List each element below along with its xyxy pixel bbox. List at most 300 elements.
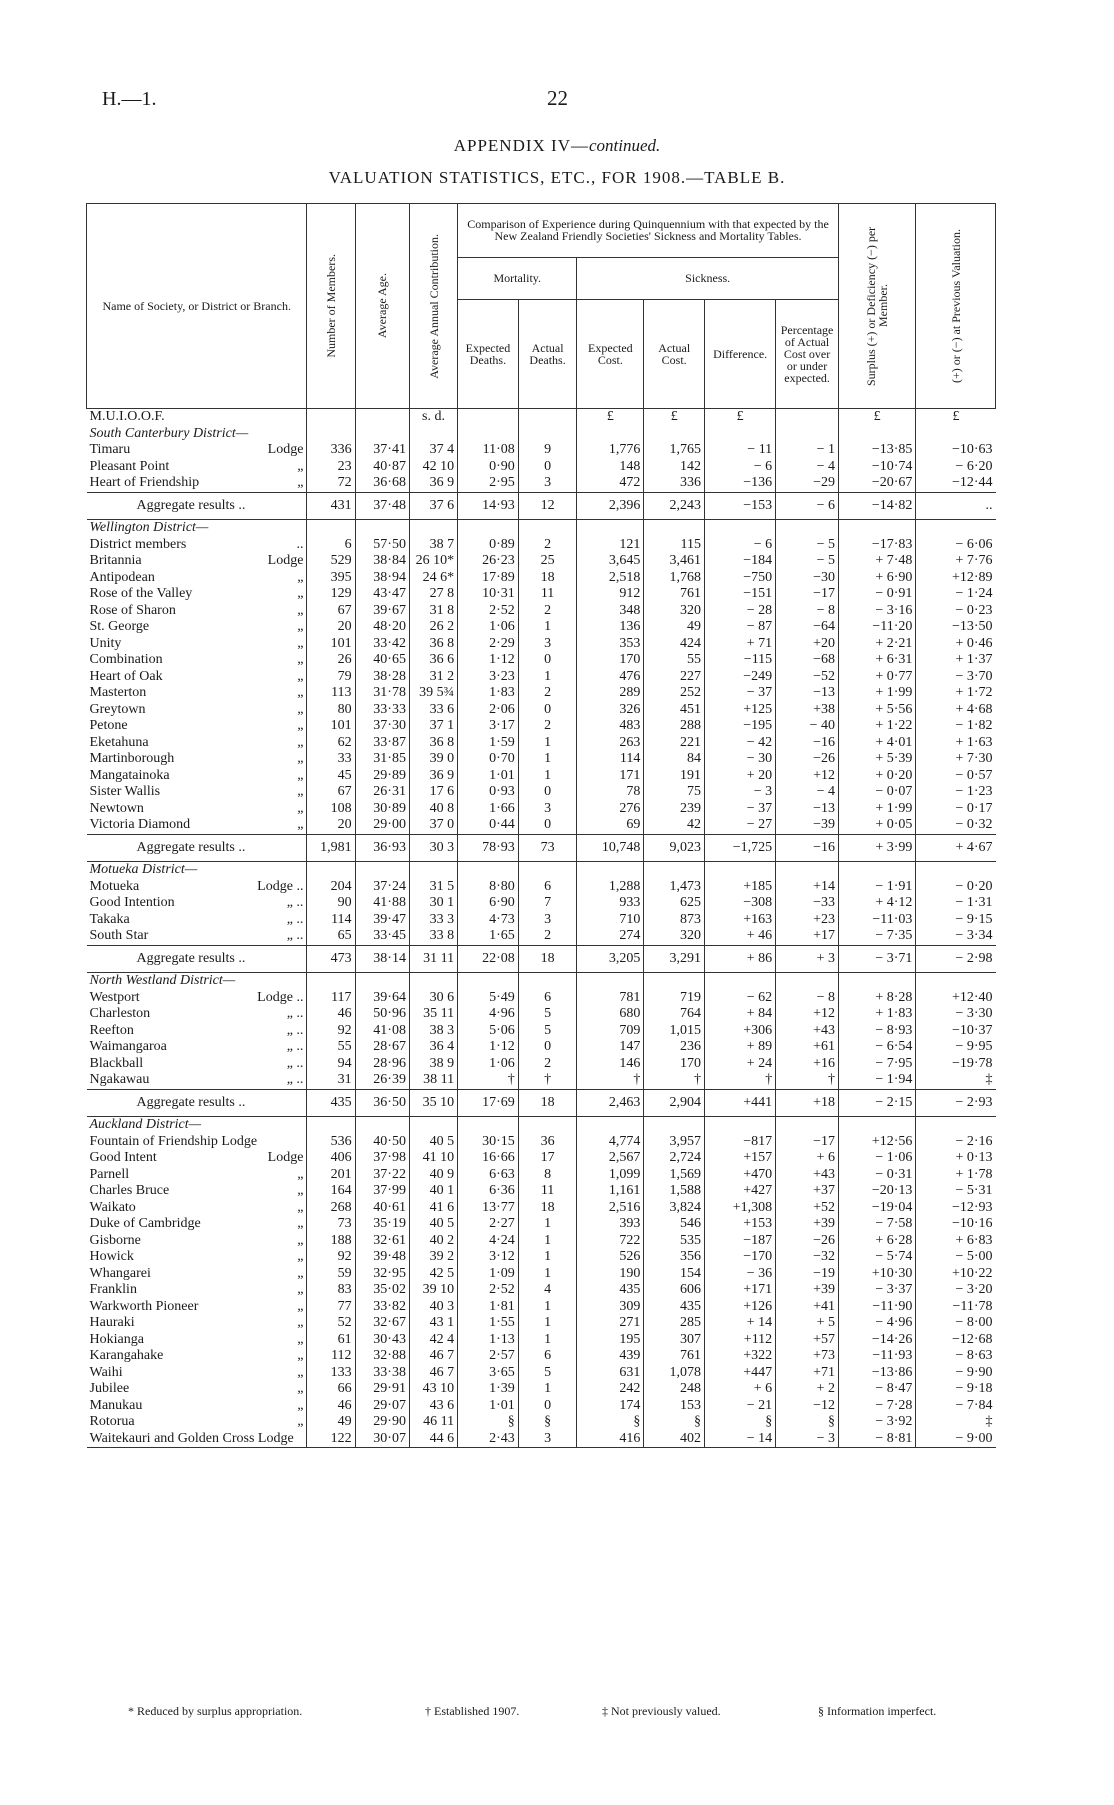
cell-value: 1 bbox=[518, 1315, 577, 1332]
cell-value: 30·15 bbox=[458, 1134, 519, 1151]
branch-label: Britannia bbox=[89, 553, 142, 568]
aggregate-value: 38·14 bbox=[355, 945, 409, 973]
cell-value: 0·93 bbox=[458, 784, 519, 801]
cell-value: 1 bbox=[518, 1266, 577, 1283]
cell-value: −817 bbox=[705, 1134, 776, 1151]
aggregate-value: − 2·98 bbox=[916, 945, 996, 973]
cell-value: − 0·20 bbox=[916, 879, 996, 896]
cell-value: −13·85 bbox=[838, 442, 915, 459]
cell-value: 35·19 bbox=[355, 1216, 409, 1233]
cell-value: + 7·48 bbox=[838, 553, 915, 570]
cell-value: 1,161 bbox=[577, 1183, 644, 1200]
cell-value: 2 bbox=[518, 1056, 577, 1073]
branch-label: Gisborne bbox=[89, 1232, 141, 1248]
cell-value: −26 bbox=[776, 1233, 839, 1250]
aggregate-label: Aggregate results .. bbox=[87, 492, 307, 520]
district-heading: Wellington District— bbox=[89, 520, 209, 535]
cell-value: § bbox=[577, 1414, 644, 1431]
cell-value: 356 bbox=[644, 1249, 705, 1266]
cell-value: 38·28 bbox=[355, 669, 409, 686]
cell-value: 46 7 bbox=[409, 1365, 457, 1382]
cell-value: 39·48 bbox=[355, 1249, 409, 1266]
cell-value: 37 0 bbox=[409, 817, 457, 834]
branch-type: „ .. bbox=[286, 928, 304, 943]
branch-type: „ bbox=[297, 635, 304, 651]
cell-value: 3 bbox=[518, 475, 577, 492]
cell-value: 72 bbox=[307, 475, 355, 492]
footnote-established: † Established 1907. bbox=[425, 1704, 520, 1718]
cell-value: 1·13 bbox=[458, 1332, 519, 1349]
table-row bbox=[87, 718, 996, 735]
cell-value: +126 bbox=[705, 1299, 776, 1316]
aggregate-value: 2,904 bbox=[644, 1089, 705, 1117]
aggregate-row bbox=[87, 945, 996, 973]
cell-value: + 71 bbox=[705, 636, 776, 653]
cell-value: − 8·93 bbox=[838, 1023, 915, 1040]
branch-name bbox=[87, 459, 307, 476]
cell-value: +61 bbox=[776, 1039, 839, 1056]
cell-value: 31·85 bbox=[355, 751, 409, 768]
branch-label: Timaru bbox=[89, 442, 131, 457]
branch-label: Waimangaroa bbox=[89, 1039, 167, 1054]
cell-value: 67 bbox=[307, 784, 355, 801]
cell-value: −10·63 bbox=[916, 442, 996, 459]
aggregate-value: 3,205 bbox=[577, 945, 644, 973]
appendix-title-main: APPENDIX IV— bbox=[453, 136, 589, 155]
cell-value: − 7·35 bbox=[838, 928, 915, 945]
cell-value: 1,776 bbox=[577, 442, 644, 459]
aggregate-value: 431 bbox=[307, 492, 355, 520]
branch-name bbox=[87, 768, 307, 785]
branch-type: „ bbox=[297, 701, 304, 717]
branch-type: „ bbox=[297, 817, 304, 832]
cell-value: 320 bbox=[644, 928, 705, 945]
cell-value: + 46 bbox=[705, 928, 776, 945]
table-row bbox=[87, 912, 996, 929]
branch-type: „ bbox=[297, 586, 304, 601]
aggregate-label: Aggregate results .. bbox=[87, 1089, 307, 1117]
cell-value: + 6·83 bbox=[916, 1233, 996, 1250]
cell-value: +12 bbox=[776, 1006, 839, 1023]
cell-value: 37·22 bbox=[355, 1167, 409, 1184]
aggregate-value: + 3·99 bbox=[838, 834, 915, 862]
cell-value: 2 bbox=[518, 603, 577, 620]
table-row bbox=[87, 1216, 996, 1233]
cell-value: 46 7 bbox=[409, 1348, 457, 1365]
cell-value: 101 bbox=[307, 636, 355, 653]
cell-value: 67 bbox=[307, 603, 355, 620]
cell-value: 472 bbox=[577, 475, 644, 492]
branch-name bbox=[87, 442, 307, 459]
branch-type: „ bbox=[297, 569, 304, 585]
cell-value: 285 bbox=[644, 1315, 705, 1332]
cell-value: −136 bbox=[705, 475, 776, 492]
cell-value: 153 bbox=[644, 1398, 705, 1415]
cell-value: 69 bbox=[577, 817, 644, 834]
branch-type: „ .. bbox=[286, 1039, 304, 1054]
cell-value: −14·26 bbox=[838, 1332, 915, 1349]
cell-value: − 14 bbox=[705, 1431, 776, 1448]
table-row bbox=[87, 553, 996, 570]
cell-value: 2·29 bbox=[458, 636, 519, 653]
cell-value: 41·88 bbox=[355, 895, 409, 912]
cell-value: 33·45 bbox=[355, 928, 409, 945]
cell-value: +17 bbox=[776, 928, 839, 945]
branch-type: „ bbox=[297, 1183, 304, 1198]
cell-value: 92 bbox=[307, 1249, 355, 1266]
cell-value: 6·63 bbox=[458, 1167, 519, 1184]
cell-value: 30 6 bbox=[409, 990, 457, 1007]
cell-value: + 5·39 bbox=[838, 751, 915, 768]
cell-value: 402 bbox=[644, 1431, 705, 1448]
cell-value: 529 bbox=[307, 553, 355, 570]
cell-value: −13 bbox=[776, 801, 839, 818]
cell-value: +185 bbox=[705, 879, 776, 896]
cell-value: − 1·82 bbox=[916, 718, 996, 735]
cell-value: ‡ bbox=[916, 1414, 996, 1431]
cell-value: 1 bbox=[518, 1233, 577, 1250]
cell-value: 114 bbox=[307, 912, 355, 929]
cell-value: 201 bbox=[307, 1167, 355, 1184]
aggregate-value: 18 bbox=[518, 1089, 577, 1117]
branch-type: „ bbox=[297, 751, 304, 766]
cell-value: + 89 bbox=[705, 1039, 776, 1056]
branch-type: „ .. bbox=[286, 1022, 304, 1038]
branch-label: Takaka bbox=[89, 911, 130, 927]
cell-value: − 0·31 bbox=[838, 1167, 915, 1184]
cell-value: 26·39 bbox=[355, 1072, 409, 1089]
aggregate-value: −16 bbox=[776, 834, 839, 862]
cell-value: +12·40 bbox=[916, 990, 996, 1007]
cell-value: − 9·90 bbox=[916, 1365, 996, 1382]
table-row bbox=[87, 1398, 996, 1415]
table-row bbox=[87, 1200, 996, 1217]
cell-value: § bbox=[644, 1414, 705, 1431]
cell-value: 136 bbox=[577, 619, 644, 636]
cell-value: 33·33 bbox=[355, 702, 409, 719]
cell-value: 227 bbox=[644, 669, 705, 686]
cell-value: 32·61 bbox=[355, 1233, 409, 1250]
branch-name bbox=[87, 1414, 307, 1431]
branch-label: Waikato bbox=[89, 1199, 136, 1215]
district-heading: Auckland District— bbox=[89, 1117, 202, 1132]
cell-value: 709 bbox=[577, 1023, 644, 1040]
cell-value: 46 bbox=[307, 1398, 355, 1415]
cell-value: 31 2 bbox=[409, 669, 457, 686]
cell-value: −32 bbox=[776, 1249, 839, 1266]
cell-value: 1 bbox=[518, 735, 577, 752]
aggregate-value: 73 bbox=[518, 834, 577, 862]
table-row bbox=[87, 669, 996, 686]
cell-value: −151 bbox=[705, 586, 776, 603]
branch-type: „ bbox=[297, 767, 304, 783]
cell-value: 1,473 bbox=[644, 879, 705, 896]
cell-value: − 6 bbox=[705, 537, 776, 554]
cell-value: + 6·90 bbox=[838, 570, 915, 587]
aggregate-value: 14·93 bbox=[458, 492, 519, 520]
branch-name bbox=[87, 1006, 307, 1023]
cell-value: 1 bbox=[518, 1299, 577, 1316]
cell-value: +14 bbox=[776, 879, 839, 896]
cell-value: 271 bbox=[577, 1315, 644, 1332]
cell-value: − 0·32 bbox=[916, 817, 996, 834]
cell-value: −26 bbox=[776, 751, 839, 768]
cell-value: 33·82 bbox=[355, 1299, 409, 1316]
branch-label: Combination bbox=[89, 652, 163, 667]
branch-name bbox=[87, 879, 307, 896]
branch-label: Masterton bbox=[89, 685, 147, 700]
cell-value: −68 bbox=[776, 652, 839, 669]
branch-name bbox=[87, 1381, 307, 1398]
branch-name bbox=[87, 619, 307, 636]
cell-value: 406 bbox=[307, 1150, 355, 1167]
cell-value: 526 bbox=[577, 1249, 644, 1266]
cell-value: + 14 bbox=[705, 1315, 776, 1332]
aggregate-value: +18 bbox=[776, 1089, 839, 1117]
cell-value: 288 bbox=[644, 718, 705, 735]
cell-value: 27 8 bbox=[409, 586, 457, 603]
header-name: Name of Society, or District or Branch. bbox=[87, 204, 307, 409]
cell-value: −308 bbox=[705, 895, 776, 912]
cell-value: 31·78 bbox=[355, 685, 409, 702]
branch-type: „ .. bbox=[286, 1055, 304, 1071]
cell-value: ‡ bbox=[916, 1072, 996, 1089]
cell-value: 0·90 bbox=[458, 459, 519, 476]
cell-value: 204 bbox=[307, 879, 355, 896]
cell-value: 190 bbox=[577, 1266, 644, 1283]
aggregate-value: + 3 bbox=[776, 945, 839, 973]
cell-value: 38 11 bbox=[409, 1072, 457, 1089]
branch-label: Duke of Cambridge bbox=[89, 1216, 201, 1231]
table-row bbox=[87, 990, 996, 1007]
cell-value: 37·98 bbox=[355, 1150, 409, 1167]
footnote-imperfect: § Information imperfect. bbox=[818, 1704, 937, 1718]
cell-value: 451 bbox=[644, 702, 705, 719]
cell-value: −29 bbox=[776, 475, 839, 492]
cell-value: § bbox=[705, 1414, 776, 1431]
table-row bbox=[87, 784, 996, 801]
cell-value: 1,588 bbox=[644, 1183, 705, 1200]
cell-value: + 6 bbox=[776, 1150, 839, 1167]
cell-value: 1·09 bbox=[458, 1266, 519, 1283]
cell-value: 4·73 bbox=[458, 912, 519, 929]
cell-value: 33 8 bbox=[409, 928, 457, 945]
branch-name bbox=[87, 1023, 307, 1040]
cell-value: 546 bbox=[644, 1216, 705, 1233]
cell-value: 148 bbox=[577, 459, 644, 476]
cell-value: 43 1 bbox=[409, 1315, 457, 1332]
cell-value: 37·24 bbox=[355, 879, 409, 896]
cell-value: 80 bbox=[307, 702, 355, 719]
branch-label: Jubilee bbox=[89, 1381, 130, 1396]
branch-name bbox=[87, 1249, 307, 1266]
cell-value: −195 bbox=[705, 718, 776, 735]
cell-value: − 37 bbox=[705, 685, 776, 702]
cell-value: 36 9 bbox=[409, 475, 457, 492]
cell-value: − 40 bbox=[776, 718, 839, 735]
cell-value: 25 bbox=[518, 553, 577, 570]
branch-label: Newtown bbox=[89, 800, 144, 816]
cell-value: 6 bbox=[518, 879, 577, 896]
cell-value: +37 bbox=[776, 1183, 839, 1200]
aggregate-row bbox=[87, 1089, 996, 1117]
cell-value: −12·44 bbox=[916, 475, 996, 492]
cell-value: 32·95 bbox=[355, 1266, 409, 1283]
cell-value: 170 bbox=[577, 652, 644, 669]
cell-value: 10·31 bbox=[458, 586, 519, 603]
cell-value: 1,768 bbox=[644, 570, 705, 587]
cell-value: 38 9 bbox=[409, 1056, 457, 1073]
table-row bbox=[87, 1150, 996, 1167]
cell-value: + 5·56 bbox=[838, 702, 915, 719]
aggregate-value: 3,291 bbox=[644, 945, 705, 973]
branch-name bbox=[87, 702, 307, 719]
unit-pound: £ bbox=[577, 409, 644, 426]
branch-label: Rose of Sharon bbox=[89, 602, 176, 618]
branch-name bbox=[87, 1266, 307, 1283]
cell-value: 38·94 bbox=[355, 570, 409, 587]
table-row bbox=[87, 1249, 996, 1266]
header-previous: (+) or (−) at Previous Valuation. bbox=[916, 204, 996, 409]
cell-value: 115 bbox=[644, 537, 705, 554]
cell-value: + 0·13 bbox=[916, 1150, 996, 1167]
cell-value: 46 bbox=[307, 1006, 355, 1023]
cell-value: + 1·83 bbox=[838, 1006, 915, 1023]
cell-value: 336 bbox=[644, 475, 705, 492]
branch-name bbox=[87, 784, 307, 801]
cell-value: − 37 bbox=[705, 801, 776, 818]
cell-value: − 27 bbox=[705, 817, 776, 834]
branch-type: „ bbox=[297, 784, 304, 799]
table-row bbox=[87, 817, 996, 834]
cell-value: 268 bbox=[307, 1200, 355, 1217]
branch-label: Franklin bbox=[89, 1282, 137, 1297]
aggregate-value: 1,981 bbox=[307, 834, 355, 862]
cell-value: 31 bbox=[307, 1072, 355, 1089]
branch-label: Charles Bruce bbox=[89, 1183, 170, 1198]
cell-value: 435 bbox=[644, 1299, 705, 1316]
cell-value: 16·66 bbox=[458, 1150, 519, 1167]
aggregate-value: −14·82 bbox=[838, 492, 915, 520]
cell-value: 2 bbox=[518, 718, 577, 735]
cell-value: + 0·77 bbox=[838, 669, 915, 686]
cell-value: 3,824 bbox=[644, 1200, 705, 1217]
cell-value: 26 10* bbox=[409, 553, 457, 570]
branch-type: „ bbox=[297, 1414, 304, 1429]
cell-value: + 1·22 bbox=[838, 718, 915, 735]
table-row bbox=[87, 702, 996, 719]
branch-name bbox=[87, 751, 307, 768]
cell-value: 36 8 bbox=[409, 735, 457, 752]
cell-value: 2·43 bbox=[458, 1431, 519, 1448]
cell-value: 117 bbox=[307, 990, 355, 1007]
cell-value: −11·78 bbox=[916, 1299, 996, 1316]
cell-value: +43 bbox=[776, 1167, 839, 1184]
cell-value: 2·52 bbox=[458, 1282, 519, 1299]
cell-value: +23 bbox=[776, 912, 839, 929]
branch-label: Martinborough bbox=[89, 751, 175, 766]
appendix-title bbox=[0, 136, 1114, 156]
branch-label: Mangatainoka bbox=[89, 767, 170, 783]
cell-value: + 2 bbox=[776, 1381, 839, 1398]
cell-value: + 20 bbox=[705, 768, 776, 785]
cell-value: − 36 bbox=[705, 1266, 776, 1283]
cell-value: 66 bbox=[307, 1381, 355, 1398]
cell-value: −115 bbox=[705, 652, 776, 669]
cell-value: 30·07 bbox=[355, 1431, 409, 1448]
table-row bbox=[87, 570, 996, 587]
table-row bbox=[87, 735, 996, 752]
branch-name bbox=[87, 735, 307, 752]
cell-value: 3,645 bbox=[577, 553, 644, 570]
aggregate-row bbox=[87, 834, 996, 862]
cell-value: +163 bbox=[705, 912, 776, 929]
cell-value: −13·86 bbox=[838, 1365, 915, 1382]
cell-value: 3 bbox=[518, 801, 577, 818]
cell-value: 2 bbox=[518, 537, 577, 554]
cell-value: 33 3 bbox=[409, 912, 457, 929]
aggregate-value: −153 bbox=[705, 492, 776, 520]
table-row bbox=[87, 1233, 996, 1250]
cell-value: 49 bbox=[644, 619, 705, 636]
cell-value: 680 bbox=[577, 1006, 644, 1023]
cell-value: 38 7 bbox=[409, 537, 457, 554]
cell-value: 41·08 bbox=[355, 1023, 409, 1040]
branch-type: „ bbox=[297, 1364, 304, 1380]
cell-value: 535 bbox=[644, 1233, 705, 1250]
cell-value: 348 bbox=[577, 603, 644, 620]
aggregate-value: 12 bbox=[518, 492, 577, 520]
cell-value: 4·24 bbox=[458, 1233, 519, 1250]
cell-value: 353 bbox=[577, 636, 644, 653]
cell-value: 5·49 bbox=[458, 990, 519, 1007]
cell-value: − 7·84 bbox=[916, 1398, 996, 1415]
cell-value: 40 3 bbox=[409, 1299, 457, 1316]
branch-label: Karangahake bbox=[89, 1348, 164, 1363]
branch-label: Petone bbox=[89, 718, 128, 733]
table-row bbox=[87, 1348, 996, 1365]
aggregate-value: 37·48 bbox=[355, 492, 409, 520]
table-row bbox=[87, 1183, 996, 1200]
cell-value: 781 bbox=[577, 990, 644, 1007]
table-row bbox=[87, 751, 996, 768]
cell-value: 242 bbox=[577, 1381, 644, 1398]
cell-value: 3·12 bbox=[458, 1249, 519, 1266]
cell-value: − 2·16 bbox=[916, 1134, 996, 1151]
cell-value: 37 4 bbox=[409, 442, 457, 459]
branch-type: „ .. bbox=[286, 911, 304, 927]
aggregate-value: 30 3 bbox=[409, 834, 457, 862]
header-actual-cost: Actual Cost. bbox=[644, 300, 705, 409]
branch-name bbox=[87, 1056, 307, 1073]
unit-pound: £ bbox=[705, 409, 776, 426]
table-row bbox=[87, 1056, 996, 1073]
cell-value: 40 8 bbox=[409, 801, 457, 818]
cell-value: −11·03 bbox=[838, 912, 915, 929]
cell-value: −64 bbox=[776, 619, 839, 636]
cell-value: + 2·21 bbox=[838, 636, 915, 653]
cell-value: † bbox=[644, 1072, 705, 1089]
cell-value: 1,288 bbox=[577, 879, 644, 896]
cell-value: 49 bbox=[307, 1414, 355, 1431]
cell-value: 274 bbox=[577, 928, 644, 945]
branch-label: Good Intention bbox=[89, 895, 175, 910]
branch-name bbox=[87, 603, 307, 620]
cell-value: 36·68 bbox=[355, 475, 409, 492]
cell-value: + 8·28 bbox=[838, 990, 915, 1007]
cell-value: 1·81 bbox=[458, 1299, 519, 1316]
aggregate-value: 18 bbox=[518, 945, 577, 973]
